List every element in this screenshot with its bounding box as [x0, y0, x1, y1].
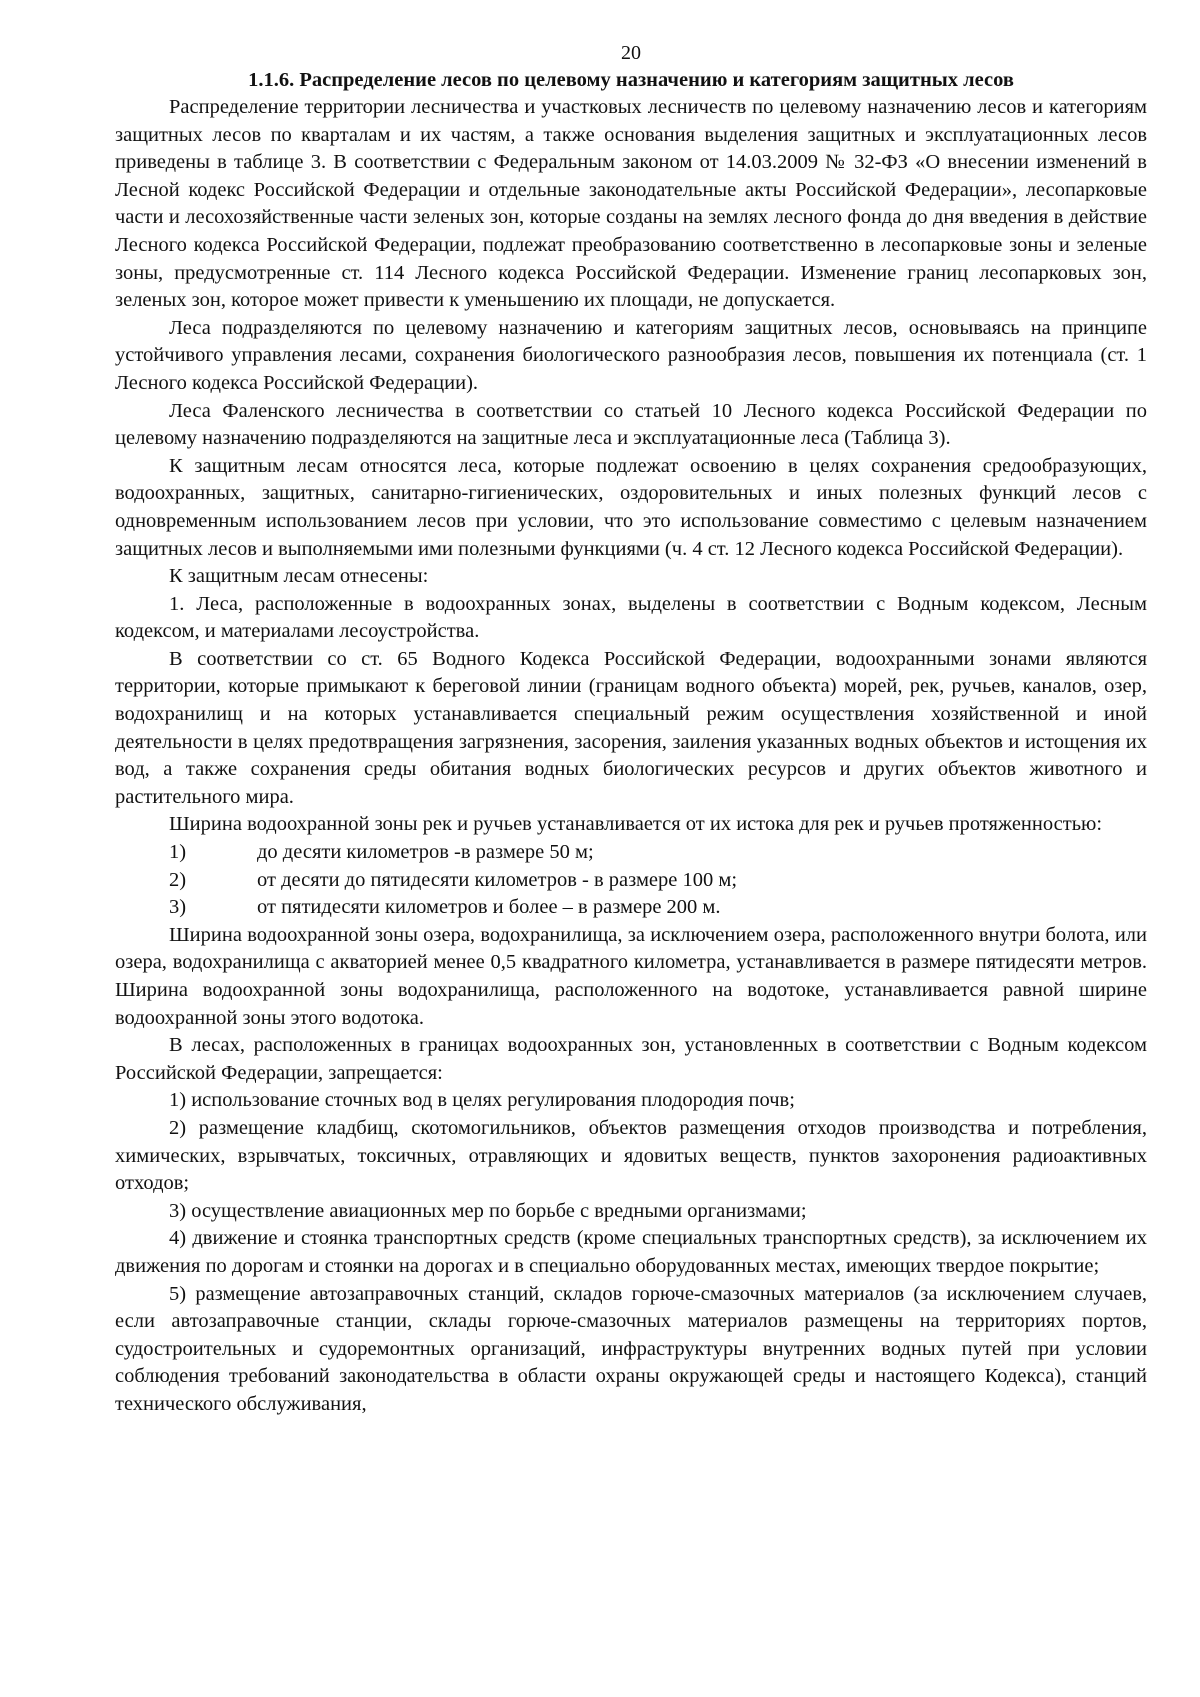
- list-item-number: 2): [169, 868, 187, 891]
- paragraph: Распределение территории лесничества и участковых лесничеств по целевому назначению лесов и категориям защитных лесов по кварталам и их частям, а также основания выделения защитных и эксплуатационных лесов приведены в таблице 3. В соответствии с Федеральным законом от 14.03.2009 № 32-ФЗ «О внесении изменений в Лесной кодекс Российской Федерации и отдельные законодательные акты Российской Федерации», лесопарковые части и лесохозяйственные части зеленых зон, которые созданы на землях лесного фонда до дня введения в действие Лесного кодекса Российской Федерации, подлежат преобразованию соответственно в лесопарковые зоны и зеленые зоны, предусмотренные ст. 114 Лесного кодекса Российской Федерации. Изменение границ лесопарковых зон, зеленых зон, которое может привести к уменьшению их площади, не допускается.: [115, 96, 1147, 312]
- paragraph: 1. Леса, расположенные в водоохранных зонах, выделены в соответствии с Водным кодексом, Лесным кодексом, и материалами лесоустройства.: [115, 592, 1147, 643]
- list-item: [115, 839, 1147, 867]
- paragraph: 4) движение и стоянка транспортных средств (кроме специальных транспортных средств), за исключением их движения по дорогам и стоянки на дорогах и в специально оборудованных местах, имеющих твердое покрытие;: [115, 1227, 1147, 1277]
- list-item: [115, 867, 1147, 895]
- paragraph: 3) осуществление авиационных мер по борьбе с вредными организмами;: [169, 1199, 807, 1222]
- paragraph: 1) использование сточных вод в целях регулирования плодородия почв;: [169, 1089, 795, 1112]
- paragraph: К защитным лесам отнесены:: [169, 565, 429, 588]
- list-item: [115, 894, 1147, 922]
- paragraph: Леса подразделяются по целевому назначению и категориям защитных лесов, основываясь на принципе устойчивого управления лесами, сохранения биологического разнообразия лесов, повышения их потенциала (ст. 1 Лесного кодекса Российской Федерации).: [115, 316, 1147, 394]
- list-item-number: 1): [169, 841, 187, 864]
- list-item-text: до десяти километров -в размере 50 м;: [257, 841, 594, 864]
- paragraph: В лесах, расположенных в границах водоохранных зон, установленных в соответствии с Водным кодексом Российской Федерации, запрещается:: [115, 1034, 1147, 1084]
- list-item-text: от пятидесяти километров и более – в размере 200 м.: [257, 896, 721, 919]
- section-title: 1.1.6. Распределение лесов по целевому назначению и категориям защитных лесов: [248, 69, 1014, 91]
- paragraph: 2) размещение кладбищ, скотомогильников, объектов размещения отходов производства и потребления, химических, взрывчатых, токсичных, отравляющих и ядовитых веществ, пунктов захоронения радиоактивных отходов;: [115, 1116, 1147, 1195]
- page-number: 20: [621, 42, 641, 64]
- paragraph: В соответствии со ст. 65 Водного Кодекса Российской Федерации, водоохранными зонами являются территории, которые примыкают к береговой линии (границам водного объекта) морей, рек, ручьев, каналов, озер, водохранилищ и на которых устанавливается специальный режим осуществления хозяйственной и иной деятельности в целях предотвращения загрязнения, засорения, заиления указанных водных объектов и истощения их вод, а также сохранения среды обитания водных биологических ресурсов и других объектов животного и растительного мира.: [115, 647, 1147, 808]
- paragraph: Ширина водоохранной зоны рек и ручьев устанавливается от их истока для рек и ручьев протяженностью:: [169, 813, 1103, 836]
- paragraph: Леса Фаленского лесничества в соответствии со статьей 10 Лесного кодекса Российской Федерации по целевому назначению подразделяются на защитные леса и эксплуатационные леса (Таблица 3).: [115, 399, 1147, 450]
- list-item-text: от десяти до пятидесяти километров - в размере 100 м;: [257, 868, 738, 891]
- paragraph: К защитным лесам относятся леса, которые подлежат освоению в целях сохранения средообразующих, водоохранных, защитных, санитарно-гигиенических, оздоровительных и иных полезных функций лесов с одновременным использованием лесов при условии, что это использование совместимо с целевым назначением защитных лесов и выполняемыми ими полезными функциями (ч. 4 ст. 12 Лесного кодекса Российской Федерации).: [115, 454, 1147, 560]
- document-page: [115, 40, 1147, 1419]
- list-item-number: 3): [169, 896, 187, 919]
- paragraph: Ширина водоохранной зоны озера, водохранилища, за исключением озера, расположенного внутри болота, или озера, водохранилища с акваторией менее 0,5 квадратного километра, устанавливается в размере пятидесяти метров. Ширина водоохранной зоны водохранилища, расположенного на водотоке, устанавливается равной ширине водоохранной зоны этого водотока.: [115, 923, 1147, 1029]
- paragraph: 5) размещение автозаправочных станций, складов горюче-смазочных материалов (за исключением случаев, если автозаправочные станции, склады горюче-смазочных материалов размещены на территориях портов, судостроительных и судоремонтных организаций, инфраструктуры внутренних водных путей при условии соблюдения требований законодательства в области охраны окружающей среды и настоящего Кодекса), станций технического обслуживания,: [115, 1282, 1147, 1415]
